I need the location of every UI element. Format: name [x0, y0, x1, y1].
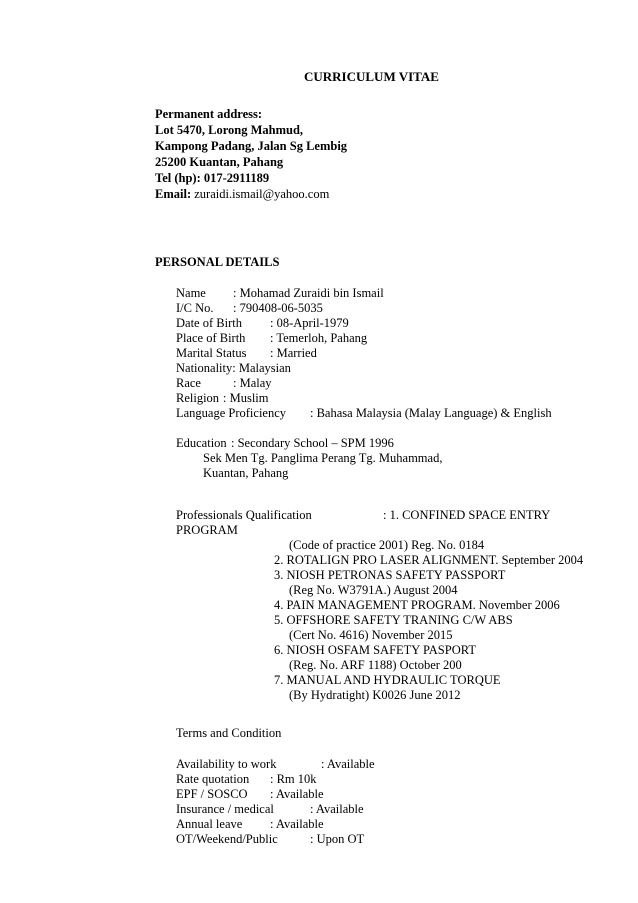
education-value: : Secondary School – SPM 1996	[231, 436, 394, 450]
address-heading: Permanent address:	[155, 107, 263, 121]
race-label: Race	[176, 376, 201, 390]
qualification-item: 6. NIOSH OSFAM SAFETY PASPORT	[274, 643, 476, 657]
epf-value: : Available	[270, 787, 324, 801]
qualification-item: 7. MANUAL AND HYDRAULIC TORQUE	[274, 673, 501, 687]
email-row	[155, 186, 329, 202]
religion-value: : Muslim	[223, 391, 269, 405]
language-label: Language Proficiency	[176, 406, 287, 420]
qualification-item: 4. PAIN MANAGEMENT PROGRAM. November 2006	[274, 598, 560, 612]
education-school: Sek Men Tg. Panglima Perang Tg. Muhammad,	[203, 451, 443, 465]
address-line: Kampong Padang, Jalan Sg Lembig	[155, 139, 348, 153]
name-label: Name	[176, 286, 206, 300]
qualification-label: Professionals Qualification	[176, 508, 312, 522]
terms-heading: Terms and Condition	[176, 726, 282, 740]
language-value: : Bahasa Malaysia (Malay Language) & English	[310, 406, 552, 420]
name-value: : Mohamad Zuraidi bin Ismail	[233, 286, 384, 300]
availability-value: : Available	[321, 757, 375, 771]
availability-label: Availability to work	[176, 757, 277, 771]
rate-value: : Rm 10k	[270, 772, 317, 786]
address-line: Lot 5470, Lorong Mahmud,	[155, 123, 304, 137]
email-label: Email:	[155, 187, 192, 201]
marital-label: Marital Status	[176, 346, 247, 360]
education-label: Education	[176, 436, 227, 450]
address-line: 25200 Kuantan, Pahang	[155, 155, 284, 169]
qualification-item: 5. OFFSHORE SAFETY TRANING C/W ABS	[274, 613, 513, 627]
qualification-note: (Reg No. W3791A.) August 2004	[289, 583, 458, 597]
document-title: CURRICULUM VITAE	[304, 69, 439, 84]
pob-value: : Temerloh, Pahang	[270, 331, 368, 345]
nationality: Nationality: Malaysian	[176, 361, 291, 375]
telephone: Tel (hp): 017-2911189	[155, 171, 270, 185]
ic-value: : 790408-06-5035	[233, 301, 323, 315]
religion-label: Religion	[176, 391, 220, 405]
ot-value: : Upon OT	[310, 832, 365, 846]
dob-value: : 08-April-1979	[270, 316, 349, 330]
qualification-item: : 1. CONFINED SPACE ENTRY	[383, 508, 551, 522]
qualification-note: (Reg. No. ARF 1188) October 200	[289, 658, 462, 672]
marital-value: : Married	[270, 346, 317, 360]
insurance-value: : Available	[310, 802, 364, 816]
personal-details-heading: PERSONAL DETAILS	[155, 255, 280, 269]
qualification-item: 2. ROTALIGN PRO LASER ALIGNMENT. September 2004	[274, 553, 584, 567]
ic-label: I/C No.	[176, 301, 214, 315]
insurance-label: Insurance / medical	[176, 802, 274, 816]
rate-label: Rate quotation	[176, 772, 250, 786]
education-location: Kuantan, Pahang	[203, 466, 289, 480]
epf-label: EPF / SOSCO	[176, 787, 248, 801]
qualification-item: 3. NIOSH PETRONAS SAFETY PASSPORT	[274, 568, 506, 582]
qualification-note: (Code of practice 2001) Reg. No. 0184	[289, 538, 485, 552]
email-value: zuraidi.ismail@yahoo.com	[194, 187, 330, 201]
pob-label: Place of Birth	[176, 331, 246, 345]
qualification-item-cont: PROGRAM	[176, 523, 238, 537]
qualification-note: (By Hydratight) K0026 June 2012	[289, 688, 461, 702]
race-value: : Malay	[233, 376, 272, 390]
dob-label: Date of Birth	[176, 316, 242, 330]
ot-label: OT/Weekend/Public	[176, 832, 278, 846]
leave-label: Annual leave	[176, 817, 243, 831]
qualification-note: (Cert No. 4616) November 2015	[289, 628, 453, 642]
leave-value: : Available	[270, 817, 324, 831]
